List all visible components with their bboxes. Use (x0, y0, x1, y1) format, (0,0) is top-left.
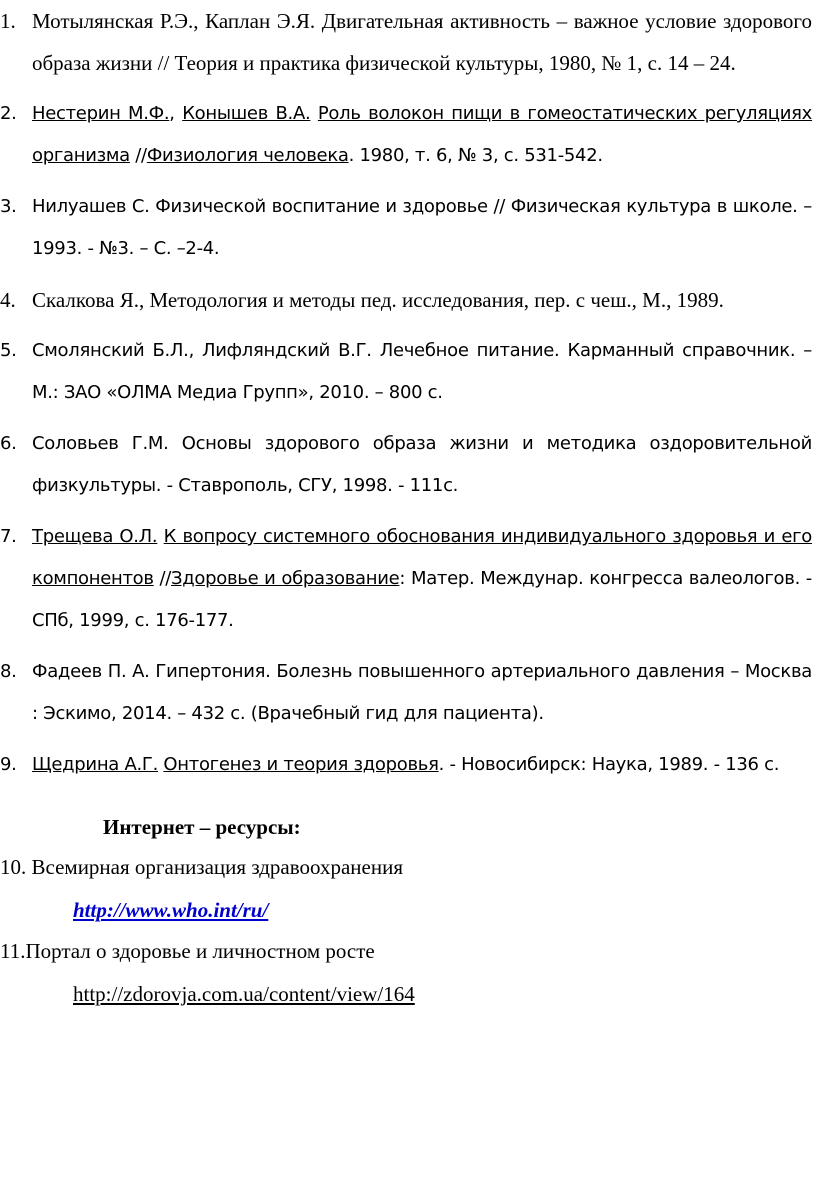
reference-item (0, 330, 816, 414)
reference-underlined-segment: Здоровье и образование (171, 568, 400, 589)
reference-segment: . 1980, т. 6, № 3, с. 531-542. (348, 145, 603, 166)
reference-number: 8. (0, 661, 17, 682)
reference-text (32, 423, 812, 507)
reference-underlined-segment: К вопросу системного обоснования индивидуального здоровья и его компонентов (32, 526, 813, 589)
reference-item (0, 744, 816, 786)
reference-number: 6. (0, 433, 17, 454)
reference-number: 5. (0, 340, 17, 361)
reference-underlined-segment: Онтогенез и теория здоровья (163, 754, 439, 775)
internet-item-number: 10. (0, 855, 27, 879)
reference-underlined-segment: Нестерин М.Ф. (32, 103, 170, 124)
reference-underlined-segment: Физиология человека (146, 145, 349, 166)
reference-number: 9. (0, 754, 17, 775)
reference-item (0, 186, 816, 270)
who-link[interactable]: http://www.who.int/ru/ (73, 898, 269, 922)
reference-item (0, 516, 816, 642)
reference-underlined-segment: Роль волокон пищи в гомеостатических регуляциях организма (32, 103, 813, 166)
reference-segment: // (129, 145, 147, 166)
internet-item-label: Всемирная организация здравоохранения (26, 855, 403, 879)
reference-segment: . - Новосибирск: Наука, 1989. - 136 с. (438, 754, 780, 775)
internet-item-label: Портал о здоровье и личностном росте (25, 939, 375, 963)
reference-segment: Фадеев П. А. Гипертония. Болезнь повышенного артериального давления – Москва : Эскимо, 2014. – 432 с. (Врачебный гид для пациента). (32, 661, 812, 724)
reference-number: 3. (0, 196, 17, 217)
internet-item-number: 11. (0, 939, 26, 963)
reference-item (0, 423, 816, 507)
reference-segment: , (169, 103, 183, 124)
reference-text (32, 744, 812, 786)
reference-item (0, 93, 816, 177)
reference-underlined-segment: Щедрина А.Г. (32, 754, 158, 775)
reference-segment (310, 103, 317, 124)
reference-segment: Скалкова Я., Методология и методы пед. исследования, пер. с чеш., М., 1989. (32, 288, 724, 312)
internet-item-11 (0, 939, 375, 964)
reference-segment: Смолянский Б.Л., Лифляндский В.Г. Лечебное питание. Карманный справочник. – М.: ЗАО «ОЛМА Медиа Групп», 2010. – 800 с. (32, 340, 812, 403)
reference-number: 1. (0, 9, 16, 33)
reference-text (32, 330, 812, 414)
internet-resources-heading: Интернет – ресурсы: (103, 815, 301, 839)
reference-underlined-segment: Трещева О.Л. (32, 526, 158, 547)
reference-text (32, 93, 812, 177)
reference-text (32, 279, 812, 321)
reference-item (0, 0, 816, 84)
reference-text (32, 186, 812, 270)
reference-number: 2. (0, 103, 17, 124)
reference-item (0, 651, 816, 735)
reference-text (32, 0, 812, 84)
reference-segment: // (153, 568, 172, 589)
internet-item-10 (0, 855, 403, 880)
reference-underlined-segment: Конышев В.А. (182, 103, 311, 124)
reference-number: 7. (0, 526, 17, 547)
reference-segment: Мотылянская Р.Э., Каплан Э.Я. Двигательная активность – важное условие здорового образа жизни // Теория и практика физической культуры, 1980, № 1, с. 14 – 24. (32, 9, 812, 75)
reference-segment: Соловьев Г.М. Основы здорового образа жизни и методика оздоровительной физкультуры. - Ставрополь, СГУ, 1998. - 111с. (32, 433, 812, 496)
reference-item (0, 279, 816, 321)
reference-text (32, 651, 812, 735)
reference-number: 4. (0, 288, 16, 312)
reference-segment: Нилуашев С. Физической воспитание и здоровье // Физическая культура в школе. – 1993. - №3. – С. –2-4. (32, 196, 812, 259)
zdorovja-link[interactable]: http://zdorovja.com.ua/content/view/164 (73, 982, 415, 1006)
reference-text (32, 516, 812, 642)
reference-segment: : Матер. Междунар. конгресса валеологов. - СПб, 1999, с. 176-177. (32, 568, 812, 631)
